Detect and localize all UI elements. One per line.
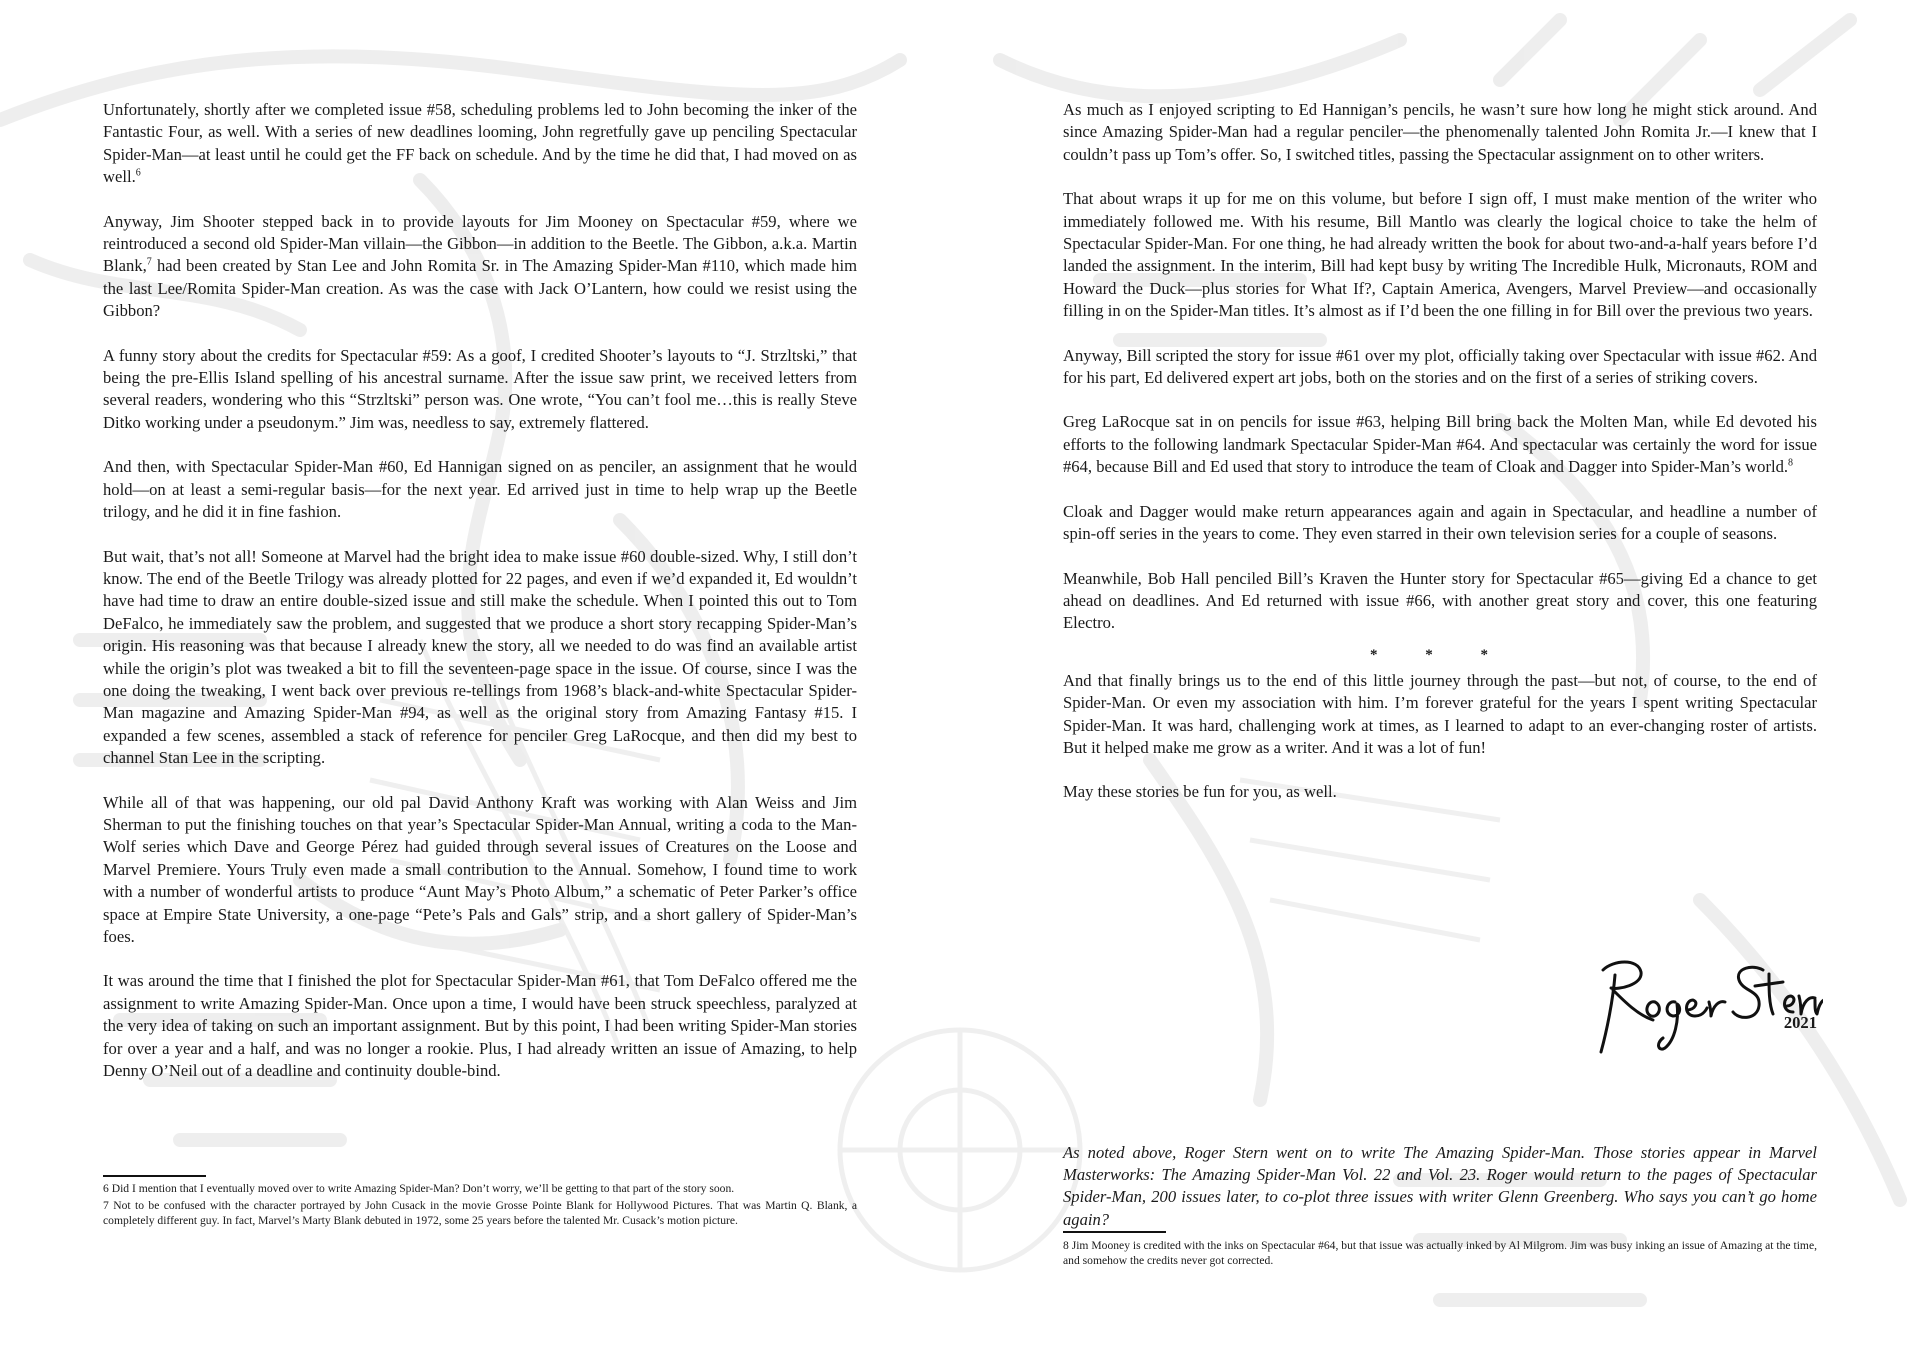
left-paragraph-4: And then, with Spectacular Spider-Man #60, Ed Hannigan signed on as penciler, an assignment that he would hold—on at least a semi-regular basis—for the next year. Ed arrived just in time to help wrap up the Beetle trilogy, and he did it in fine fashion. <box>103 457 857 522</box>
footnote-8: 8 Jim Mooney is credited with the inks on Spectacular #64, but that issue was actually inked by Al Milgrom. Jim was busy inking an issue of Amazing at the time, and somehow the credits never got corrected. <box>1063 1239 1817 1268</box>
right-paragraph-1: As much as I enjoyed scripting to Ed Hannigan’s pencils, he wasn’t sure how long he might stick around. And since Amazing Spider-Man had a regular penciler—the phenomenally talented John Romita Jr.—I knew that I couldn’t pass up Tom’s offer. So, I switched titles, passing the Spectacular assignment on to other writers. <box>1063 100 1817 164</box>
left-paragraph-3: A funny story about the credits for Spectacular #59: As a goof, I credited Shooter’s layouts to “J. Strzltski,” that being the pre-Ellis Island spelling of his ancestral surname. After the issue saw print, we received letters from several readers, wondering who this “Strzltski” person was. One wrote, “You can’t fool me…this is really Steve Ditko working under a pseudonym.” Jim was, needless to say, extremely flattered. <box>103 345 857 432</box>
footnote-7: 7 Not to be confused with the character portrayed by John Cusack in the movie Grosse Pointe Blank for Hollywood Pictures. That was Martin Q. Blank, a completely different guy. In fact, Marvel’s Marty Blank debuted in 1972, some 25 years before the talented Mr. Cusack’s motion picture. <box>103 1199 857 1228</box>
left-paragraph-7: It was around the time that I finished the plot for Spectacular Spider-Man #61, that Tom DeFalco offered me the assignment to write Amazing Spider-Man. Once upon a time, I would have been struck speechless, paralyzed at the very idea of taking on such an important assignment. But by this point, I had been writing Spider-Man stories for over a year and a half, and was no longer a rookie. Plus, I had already written an issue of Amazing, to help Denny O’Neil out of a deadline and continuity double-bind. <box>103 971 857 1081</box>
footnote-rule <box>103 1175 206 1177</box>
right-paragraph-5: Cloak and Dagger would make return appearances again and again in Spectacular, and headline a number of spin-off series in the years to come. They even starred in their own television series for a couple of seasons. <box>1063 501 1817 544</box>
left-page <box>103 0 857 1371</box>
left-paragraph-2: Anyway, Jim Shooter stepped back in to provide layouts for Jim Mooney on Spectacular #59, where we reintroduced a second old Spider-Man villain—the Gibbon—in addition to the Beetle. The Gibbon, a.k.a. Martin Blank,$^7$ had been created by Stan Lee and John Romita Sr. in The Amazing Spider-Man #110, which made him the last Lee/Romita Spider-Man creation. As was the case with Jack O’Lantern, how could we resist using the Gibbon? <box>103 211 857 321</box>
footnote-ref-6: 6 <box>135 167 141 179</box>
footnote-6: 6 Did I mention that I eventually moved over to write Amazing Spider-Man? Don’t worry, we’ll be getting to that part of the story soon. <box>103 1182 735 1195</box>
left-paragraph-1: Unfortunately, shortly after we completed issue #58, scheduling problems led to John becoming the inker of the Fantastic Four, as well. With a series of new deadlines looming, John regretfully gave up penciling Spectacular Spider-Man—at least until he could get the FF back on schedule. And by the time he did that, I had moved on as well.$^6$ <box>103 100 857 187</box>
right-paragraph-8: May these stories be fun for you, as well. <box>1063 782 1337 802</box>
footnote-rule-right <box>1063 1231 1166 1233</box>
section-break-stars: * * * <box>1370 646 1510 663</box>
right-footnotes <box>1063 1238 1817 1270</box>
right-paragraph-6: Meanwhile, Bob Hall penciled Bill’s Kraven the Hunter story for Spectacular #65—giving Ed a chance to get ahead on deadlines. And Ed returned with issue #66, with another great story and cover, this one featuring Electro. <box>1063 568 1817 633</box>
right-paragraph-2: That about wraps it up for me on this volume, but before I sign off, I must make mention of the writer who immediately followed me. With his resume, Bill Mantlo was clearly the logical choice to take the helm of Spectacular Spider-Man. For one thing, he had already written the book for about two-and-a-half years before I’d landed the assignment. In the interim, Bill had kept busy by writing The Incredible Hulk, Micronauts, ROM and Howard the Duck—plus stories for What If?, Captain America, Avengers, Marvel Preview—and occasionally filling in on the Spider-Man titles. It’s almost as if I’d been the one filling in for Bill over the previous two years. <box>1063 189 1817 321</box>
right-paragraph-7: And that finally brings us to the end of this little journey through the past—but not, of course, to the end of Spider-Man. Or even my association with him. I’m forever grateful for the years I spent writing Spectacular Spider-Man. It was hard, challenging work at times, as I learned to adapt to an ever-changing roster of artists. But it helped make me grow as a writer. And it was a lot of fun! <box>1063 670 1817 757</box>
signature-year: 2021 <box>1783 1013 1817 1032</box>
left-body-column <box>103 99 857 1104</box>
footnote-ref-7: 7 <box>146 256 152 268</box>
right-paragraph-4: Greg LaRocque sat in on pencils for issue #63, helping Bill bring back the Molten Man, while Ed devoted his efforts to the following landmark Spectacular Spider-Man #64. And spectacular was certainly the word for issue #64, because Bill and Ed used that story to introduce the team of Cloak and Dagger into Spider-Man’s world.$^8$ <box>1063 412 1817 477</box>
footnote-ref-8: 8 <box>1788 457 1794 469</box>
editorial-note: As noted above, Roger Stern went on to write The Amazing Spider-Man. Those stories appear in Marvel Masterworks: The Amazing Spider-Man Vol. 22 and Vol. 23. Roger would return to the pages of Spectacular Spider-Man, 200 issues later, to co-plot three issues with writer Glenn Greenberg. Who says you can’t go home again? <box>1063 1142 1817 1229</box>
left-footnotes <box>103 1181 857 1231</box>
right-paragraph-3: Anyway, Bill scripted the story for issue #61 over my plot, officially taking over Spectacular with issue #62. And for his part, Ed delivered expert art jobs, both on the stories and on the first of a series of striking covers. <box>1063 345 1817 388</box>
left-paragraph-5: But wait, that’s not all! Someone at Marvel had the bright idea to make issue #60 double-sized. Why, I still don’t know. The end of the Beetle Trilogy was already plotted for 22 pages, and even if we’d expanded it, Ed wouldn’t have had time to draw an entire double-sized issue and still make the schedule. When I pointed this out to Tom DeFalco, he immediately saw the problem, and suggested that we produce a short story recapping Spider-Man’s origin. His reasoning was that because I already knew the story, all we needed to do was find an available artist while the origin’s plot was tweaked a bit to fill the seventeen-page space in the issue. Of course, since I was the one doing the tweaking, I went back over previous re-tellings from 1968’s black-and-white Spectacular Spider-Man magazine and Amazing Spider-Man #94, as well as the original story from Amazing Fantasy #15. I expanded a few scenes, assembled a stack of reference for penciler Greg LaRocque, and then did my best to channel Stan Lee in the scripting. <box>103 546 857 768</box>
left-paragraph-6: While all of that was happening, our old pal David Anthony Kraft was working with Alan Weiss and Jim Sherman to put the finishing touches on that year’s Spectacular Spider-Man Annual, writing a coda to the Man-Wolf series which Dave and George Pérez had guided through several issues of Creatures on the Loose and Marvel Premiere. Yours Truly even made a small contribution to the Annual. Somehow, I found time to work with a number of wonderful artists to produce “Aunt May’s Photo Album,” a schematic of Peter Parker’s office space at Empire State University, a one-page “Pete’s Pals and Gals” strip, and a short gallery of Spider-Man’s foes. <box>103 792 857 946</box>
handwritten-signature <box>1583 940 1823 1060</box>
right-body-column <box>1063 99 1817 826</box>
right-page <box>1063 0 1817 1371</box>
